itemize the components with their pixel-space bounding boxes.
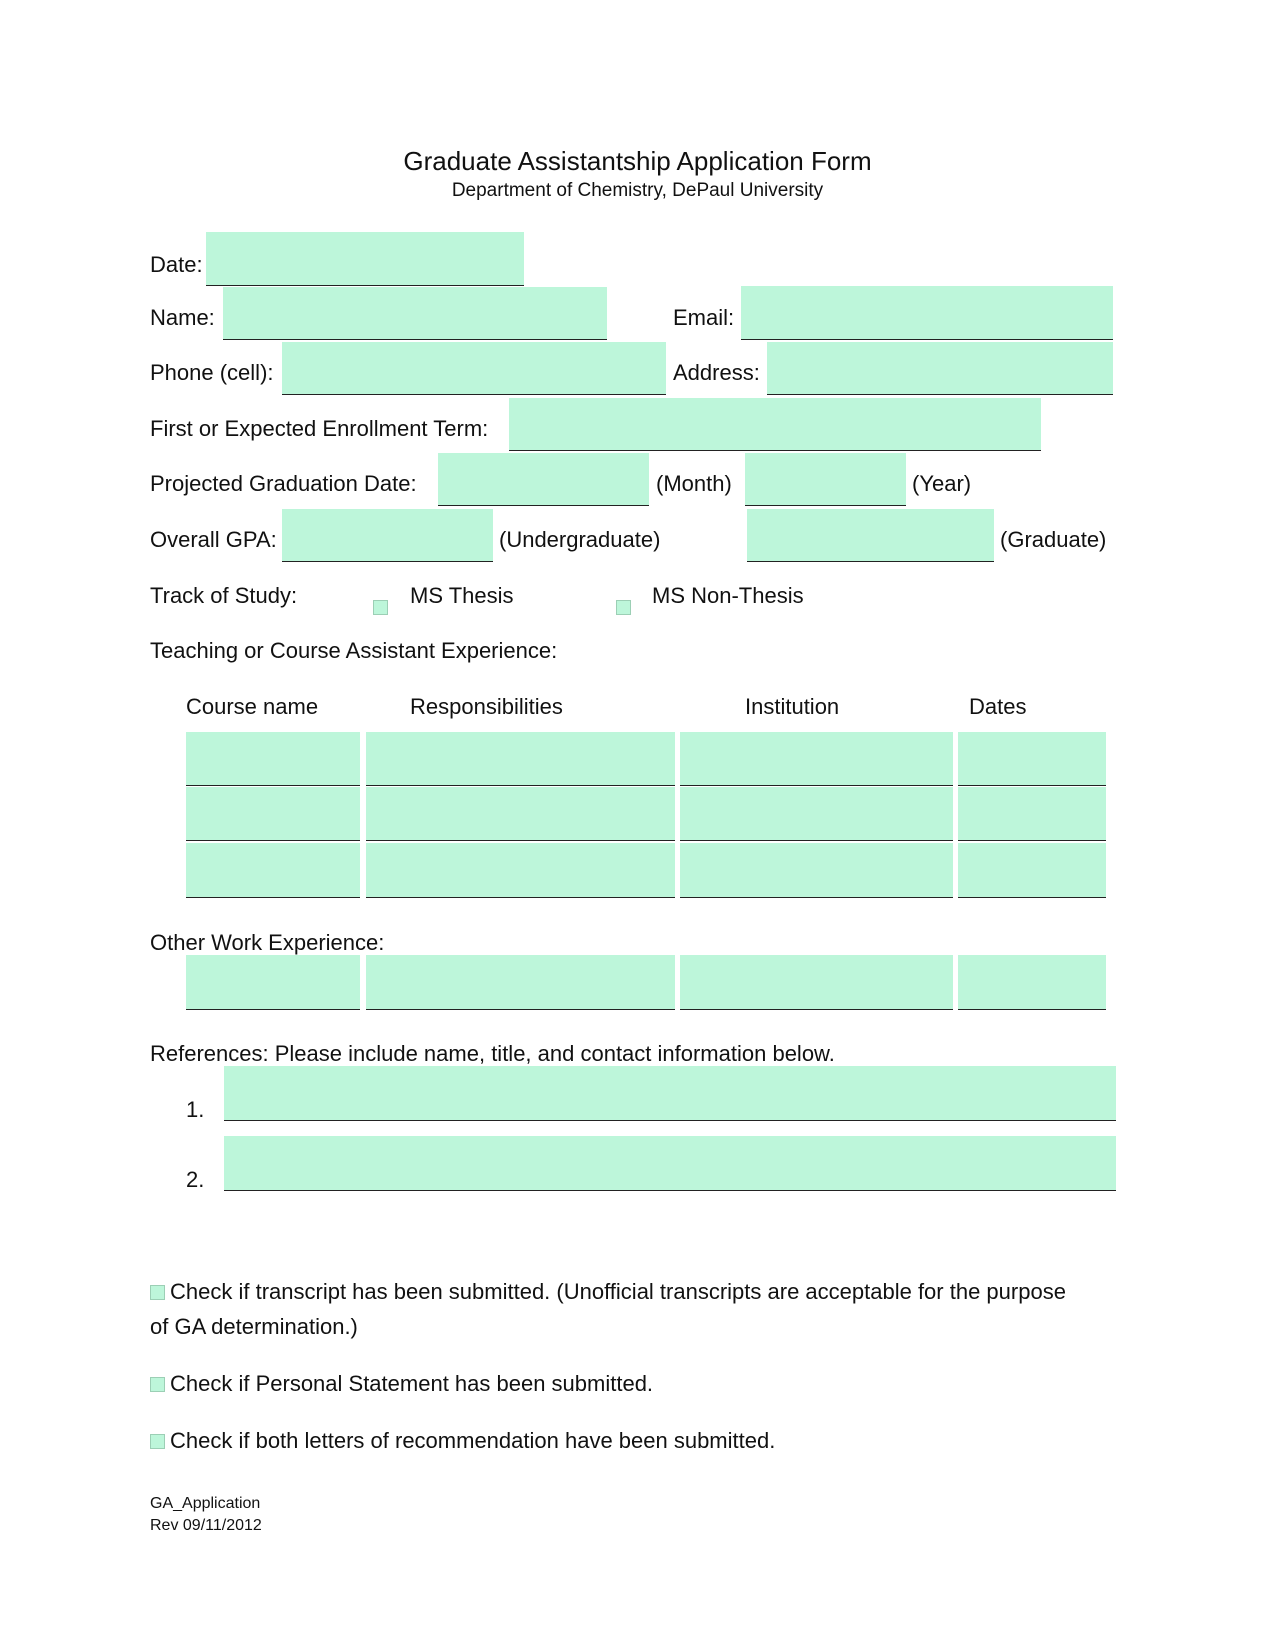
teaching-institution-3[interactable] <box>680 843 953 898</box>
year-label: (Year) <box>912 471 972 496</box>
grad-label: (Graduate) <box>1000 527 1107 552</box>
teaching-responsibilities-2[interactable] <box>366 787 675 841</box>
transcript-text-line1: Check if transcript has been submitted. (Unofficial transcripts are acceptable for the purpose <box>170 1279 1066 1304</box>
other-work-label: Other Work Experience: <box>150 930 385 955</box>
gpa-undergrad-field[interactable] <box>282 509 493 562</box>
ms-thesis-checkbox[interactable] <box>373 600 388 615</box>
reference-number-2: 2. <box>186 1167 205 1192</box>
graduation-month-field[interactable] <box>438 453 649 506</box>
date-field[interactable] <box>206 232 524 286</box>
graduation-year-field[interactable] <box>745 453 906 506</box>
ms-thesis-label: MS Thesis <box>410 583 514 608</box>
transcript-checkbox[interactable] <box>150 1285 165 1300</box>
address-label: Address: <box>673 360 760 385</box>
enrollment-term-field[interactable] <box>509 398 1041 451</box>
references-label: References: Please include name, title, and contact information below. <box>150 1041 835 1066</box>
enrollment-label: First or Expected Enrollment Term: <box>150 416 489 441</box>
phone-field[interactable] <box>282 342 666 395</box>
teaching-institution-1[interactable] <box>680 732 953 786</box>
graduation-label: Projected Graduation Date: <box>150 471 417 496</box>
phone-label: Phone (cell): <box>150 360 274 385</box>
work-field-1[interactable] <box>186 955 360 1010</box>
statement-checkbox[interactable] <box>150 1377 165 1392</box>
letters-text: Check if both letters of recommendation have been submitted. <box>170 1428 776 1453</box>
col-institution: Institution <box>745 694 840 719</box>
col-course-name: Course name <box>186 694 319 719</box>
teaching-responsibilities-1[interactable] <box>366 732 675 786</box>
work-field-2[interactable] <box>366 955 675 1010</box>
email-field[interactable] <box>741 286 1113 340</box>
teaching-dates-2[interactable] <box>958 787 1106 841</box>
email-label: Email: <box>673 305 735 330</box>
footer-form-id: GA_Application <box>150 1495 261 1512</box>
teaching-dates-3[interactable] <box>958 843 1106 898</box>
teaching-label: Teaching or Course Assistant Experience: <box>150 638 558 663</box>
month-label: (Month) <box>656 471 732 496</box>
teaching-course-2[interactable] <box>186 787 360 841</box>
col-responsibilities: Responsibilities <box>410 694 563 719</box>
reference-field-2[interactable] <box>224 1136 1116 1191</box>
teaching-institution-2[interactable] <box>680 787 953 841</box>
statement-text: Check if Personal Statement has been submitted. <box>170 1371 654 1396</box>
teaching-course-1[interactable] <box>186 732 360 786</box>
name-field[interactable] <box>223 287 607 340</box>
footer-revision: Rev 09/11/2012 <box>150 1517 262 1534</box>
reference-field-1[interactable] <box>224 1066 1116 1121</box>
form-subtitle: Department of Chemistry, DePaul University <box>451 180 824 201</box>
reference-number-1: 1. <box>186 1097 205 1122</box>
letters-checkbox[interactable] <box>150 1434 165 1449</box>
gpa-label: Overall GPA: <box>150 527 277 552</box>
ms-nonthesis-checkbox[interactable] <box>616 600 631 615</box>
teaching-dates-1[interactable] <box>958 732 1106 786</box>
col-dates: Dates <box>969 694 1027 719</box>
date-label: Date: <box>150 252 203 277</box>
address-field[interactable] <box>767 342 1113 395</box>
teaching-responsibilities-3[interactable] <box>366 843 675 898</box>
track-label: Track of Study: <box>150 583 298 608</box>
transcript-text-line2: of GA determination.) <box>150 1314 358 1339</box>
undergrad-label: (Undergraduate) <box>499 527 661 552</box>
ms-nonthesis-label: MS Non-Thesis <box>652 583 804 608</box>
work-field-3[interactable] <box>680 955 953 1010</box>
form-title: Graduate Assistantship Application Form <box>403 146 872 176</box>
gpa-grad-field[interactable] <box>747 509 994 562</box>
name-label: Name: <box>150 305 215 330</box>
work-field-4[interactable] <box>958 955 1106 1010</box>
teaching-course-3[interactable] <box>186 843 360 898</box>
